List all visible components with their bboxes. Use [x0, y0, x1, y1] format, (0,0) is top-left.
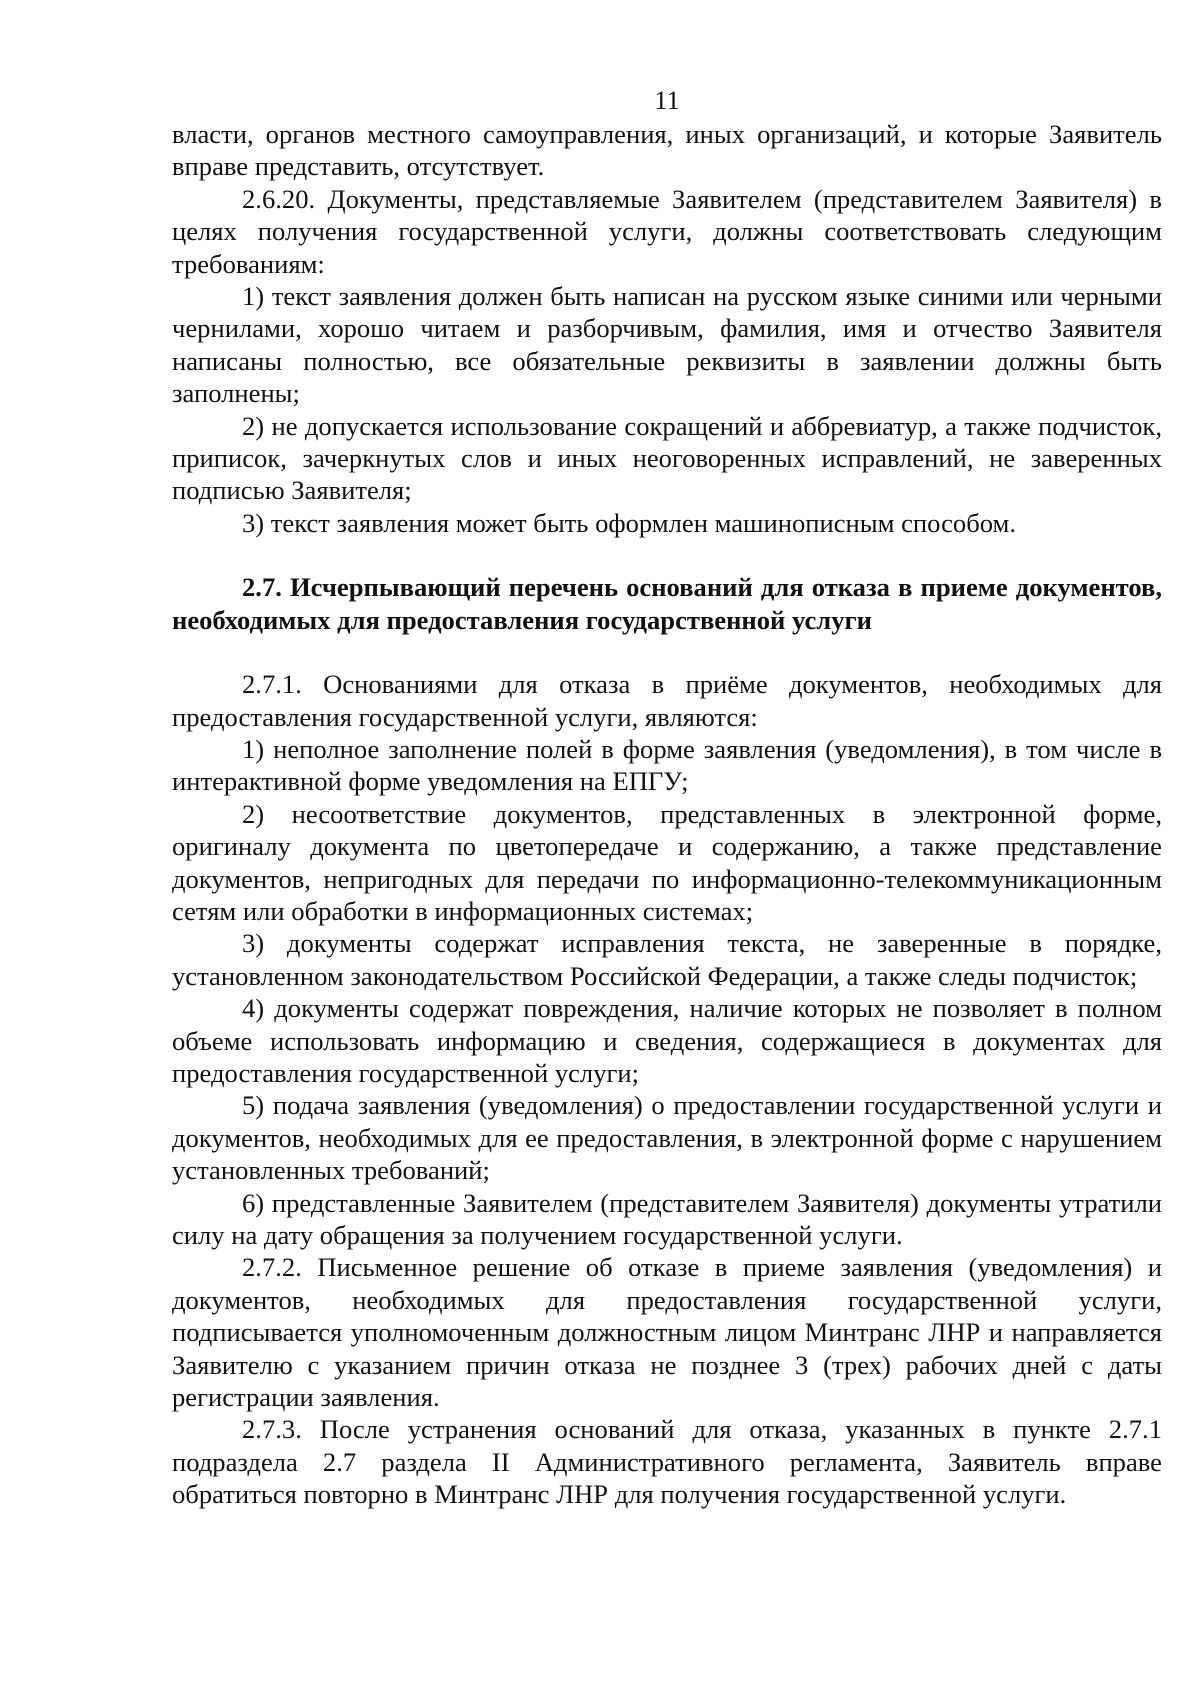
paragraph-2-7-3: 2.7.3. После устранения оснований для отказа, указанных в пункте 2.7.1 подраздела 2.7 раздела II Административного регламента, Заявитель вправе обратиться повторно в Минтранс ЛНР для получения государственной услуги.	[172, 1414, 1162, 1510]
spacer	[172, 539, 1162, 571]
refusal-ground-3: 3) документы содержат исправления текста, не заверенные в порядке, установленном законодательством Российской Федерации, а также следы подчисток;	[172, 928, 1162, 991]
refusal-ground-6: 6) представленные Заявителем (представителем Заявителя) документы утратили силу на дату обращения за получением государственной услуги.	[172, 1187, 1162, 1250]
refusal-ground-4: 4) документы содержат повреждения, наличие которых не позволяет в полном объеме использовать информацию и сведения, содержащиеся в документах для предоставления государственной услуги;	[172, 993, 1162, 1088]
refusal-ground-5: 5) подача заявления (уведомления) о предоставлении государственной услуги и документов, необходимых для ее предоставления, в электронной форме с нарушением установленных требований;	[172, 1090, 1162, 1186]
spacer	[172, 636, 1162, 668]
requirement-item-1: 1) текст заявления должен быть написан на русском языке синими или черными чернилами, хорошо читаем и разборчивым, фамилия, имя и отчество Заявителя написаны полностью, все обязательные реквизиты в заявлении должны быть заполнены;	[172, 281, 1162, 409]
document-page	[172, 82, 1162, 1511]
section-heading-2-7: 2.7. Исчерпывающий перечень оснований для отказа в приеме документов, необходимых для предоставления государственной услуги	[172, 572, 1162, 635]
refusal-ground-1: 1) неполное заполнение полей в форме заявления (уведомления), в том числе в интерактивной форме уведомления на ЕПГУ;	[172, 733, 1162, 797]
requirement-item-2: 2) не допускается использование сокращений и аббревиатур, а также подчисток, приписок, зачеркнутых слов и иных неоговоренных исправлений, не заверенных подписью Заявителя;	[172, 410, 1162, 506]
paragraph-2-7-1: 2.7.1. Основаниями для отказа в приёме документов, необходимых для предоставления государственной услуги, являются:	[172, 669, 1162, 732]
paragraph-2-6-20: 2.6.20. Документы, представляемые Заявителем (представителем Заявителя) в целях получения государственной услуги, должны соответствовать следующим требованиям:	[172, 183, 1162, 279]
requirement-item-3: 3) текст заявления может быть оформлен машинописным способом.	[242, 507, 1017, 538]
paragraph-continuation: власти, органов местного самоуправления, иных организаций, и которые Заявитель вправе представить, отсутствует.	[172, 119, 1162, 182]
page-number: 11	[654, 85, 680, 115]
refusal-ground-2: 2) несоответствие документов, представленных в электронной форме, оригиналу документа по цветопередаче и содержанию, а также представление документов, непригодных для передачи по информационно-телекоммуникационным сетям или обработки в информационных системах;	[172, 798, 1162, 926]
paragraph-2-7-2: 2.7.2. Письменное решение об отказе в приеме заявления (уведомления) и документов, необходимых для предоставления государственной услуги, подписывается уполномоченным должностным лицом Минтранс ЛНР и направляется Заявителю с указанием причин отказа не позднее 3 (трех) рабочих дней с даты регистрации заявления.	[172, 1252, 1162, 1413]
